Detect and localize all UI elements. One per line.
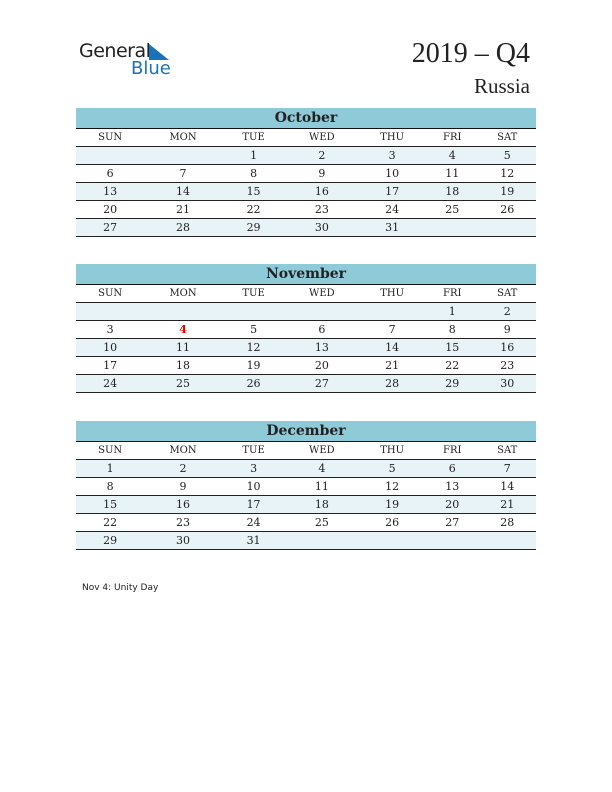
week-row	[76, 375, 536, 393]
date-cell: 11	[285, 478, 358, 496]
weekday-header: WED	[285, 285, 358, 303]
weekday-header: WED	[285, 129, 358, 147]
date-cell: 3	[222, 460, 286, 478]
date-cell: 1	[76, 460, 144, 478]
date-cell: 10	[222, 478, 286, 496]
weekday-header: THU	[358, 442, 426, 460]
date-cell: 12	[222, 339, 286, 357]
date-cell: 15	[222, 183, 286, 201]
date-cell: 7	[358, 321, 426, 339]
date-cell: 20	[426, 496, 478, 514]
date-cell: 21	[478, 496, 536, 514]
date-cell: 16	[285, 183, 358, 201]
date-cell: 23	[285, 201, 358, 219]
week-row	[76, 183, 536, 201]
country-name: Russia	[473, 74, 530, 98]
weekday-header: TUE	[222, 129, 286, 147]
date-cell	[426, 219, 478, 237]
date-cell: 14	[358, 339, 426, 357]
month-december	[76, 421, 536, 550]
week-row	[76, 532, 536, 550]
week-row	[76, 165, 536, 183]
week-row	[76, 460, 536, 478]
logo-general: General	[79, 40, 151, 62]
date-cell: 23	[144, 514, 221, 532]
date-cell: 9	[285, 165, 358, 183]
weekday-header: SUN	[76, 285, 144, 303]
date-cell: 2	[285, 147, 358, 165]
holiday-date-cell: 4	[144, 321, 221, 339]
date-cell: 24	[76, 375, 144, 393]
date-cell: 8	[76, 478, 144, 496]
date-cell: 21	[144, 201, 221, 219]
date-cell: 15	[426, 339, 478, 357]
week-row	[76, 357, 536, 375]
week-row	[76, 478, 536, 496]
date-cell	[478, 219, 536, 237]
date-cell: 7	[144, 165, 221, 183]
date-cell: 20	[76, 201, 144, 219]
date-cell: 11	[144, 339, 221, 357]
date-cell: 19	[222, 357, 286, 375]
date-cell	[358, 532, 426, 550]
date-cell: 31	[358, 219, 426, 237]
week-row	[76, 147, 536, 165]
date-cell	[144, 147, 221, 165]
weekday-header: FRI	[426, 285, 478, 303]
date-cell: 1	[426, 303, 478, 321]
month-october	[76, 108, 536, 237]
date-cell: 14	[144, 183, 221, 201]
date-cell: 30	[478, 375, 536, 393]
general-blue-logo	[79, 40, 171, 79]
date-cell: 25	[285, 514, 358, 532]
date-cell	[358, 303, 426, 321]
date-cell: 18	[426, 183, 478, 201]
date-cell: 3	[76, 321, 144, 339]
week-row	[76, 219, 536, 237]
weekday-header: FRI	[426, 129, 478, 147]
week-row	[76, 201, 536, 219]
date-cell	[76, 303, 144, 321]
date-cell: 9	[144, 478, 221, 496]
weekday-header: MON	[144, 285, 221, 303]
weekday-header: MON	[144, 129, 221, 147]
date-cell: 6	[426, 460, 478, 478]
date-cell: 28	[358, 375, 426, 393]
date-cell	[144, 303, 221, 321]
date-cell: 17	[222, 496, 286, 514]
logo-blue: Blue	[131, 58, 171, 79]
date-cell: 19	[478, 183, 536, 201]
date-cell: 24	[222, 514, 286, 532]
date-cell: 21	[358, 357, 426, 375]
date-cell: 27	[76, 219, 144, 237]
date-cell: 26	[222, 375, 286, 393]
date-cell: 5	[222, 321, 286, 339]
date-cell: 13	[285, 339, 358, 357]
date-cell: 12	[478, 165, 536, 183]
date-cell: 27	[285, 375, 358, 393]
month-november	[76, 264, 536, 393]
date-cell: 6	[76, 165, 144, 183]
date-cell	[426, 532, 478, 550]
date-cell: 13	[426, 478, 478, 496]
date-cell: 26	[478, 201, 536, 219]
week-row	[76, 496, 536, 514]
date-cell: 22	[76, 514, 144, 532]
date-cell: 4	[285, 460, 358, 478]
date-cell	[76, 147, 144, 165]
weekday-header: SAT	[478, 285, 536, 303]
date-cell: 29	[426, 375, 478, 393]
weekday-header: THU	[358, 129, 426, 147]
date-cell	[478, 532, 536, 550]
date-cell: 5	[478, 147, 536, 165]
date-cell: 18	[285, 496, 358, 514]
weekday-header: MON	[144, 442, 221, 460]
date-cell: 28	[144, 219, 221, 237]
date-cell: 29	[222, 219, 286, 237]
date-cell: 10	[358, 165, 426, 183]
weekday-header: SAT	[478, 129, 536, 147]
date-cell: 30	[285, 219, 358, 237]
weekday-header: THU	[358, 285, 426, 303]
week-row	[76, 303, 536, 321]
weekday-header: SUN	[76, 442, 144, 460]
date-cell: 22	[426, 357, 478, 375]
date-cell: 11	[426, 165, 478, 183]
date-cell: 27	[426, 514, 478, 532]
date-cell: 23	[478, 357, 536, 375]
date-cell: 13	[76, 183, 144, 201]
weekday-header: TUE	[222, 442, 286, 460]
date-cell: 16	[478, 339, 536, 357]
date-cell: 6	[285, 321, 358, 339]
date-cell: 8	[222, 165, 286, 183]
weekday-header: SAT	[478, 442, 536, 460]
date-cell: 31	[222, 532, 286, 550]
date-cell: 16	[144, 496, 221, 514]
date-cell: 2	[144, 460, 221, 478]
date-cell: 8	[426, 321, 478, 339]
date-cell	[285, 532, 358, 550]
weekday-header: WED	[285, 442, 358, 460]
date-cell: 3	[358, 147, 426, 165]
date-cell	[285, 303, 358, 321]
date-cell: 14	[478, 478, 536, 496]
date-cell: 24	[358, 201, 426, 219]
date-cell: 4	[426, 147, 478, 165]
date-cell: 22	[222, 201, 286, 219]
date-cell: 25	[426, 201, 478, 219]
date-cell: 26	[358, 514, 426, 532]
weekday-header: FRI	[426, 442, 478, 460]
weekday-header: TUE	[222, 285, 286, 303]
date-cell	[222, 303, 286, 321]
date-cell: 17	[358, 183, 426, 201]
date-cell: 2	[478, 303, 536, 321]
week-row	[76, 321, 536, 339]
date-cell: 7	[478, 460, 536, 478]
date-cell: 12	[358, 478, 426, 496]
date-cell: 5	[358, 460, 426, 478]
month-title: October	[76, 108, 536, 129]
date-cell: 9	[478, 321, 536, 339]
holiday-note: Nov 4: Unity Day	[82, 583, 159, 593]
date-cell: 10	[76, 339, 144, 357]
date-cell: 1	[222, 147, 286, 165]
date-cell: 28	[478, 514, 536, 532]
month-title: November	[76, 264, 536, 285]
date-cell: 17	[76, 357, 144, 375]
page-title: 2019 – Q4	[411, 38, 530, 69]
date-cell: 19	[358, 496, 426, 514]
date-cell: 15	[76, 496, 144, 514]
date-cell: 20	[285, 357, 358, 375]
week-row	[76, 514, 536, 532]
weekday-header: SUN	[76, 129, 144, 147]
date-cell: 30	[144, 532, 221, 550]
month-title: December	[76, 421, 536, 442]
week-row	[76, 339, 536, 357]
date-cell: 25	[144, 375, 221, 393]
date-cell: 29	[76, 532, 144, 550]
date-cell: 18	[144, 357, 221, 375]
